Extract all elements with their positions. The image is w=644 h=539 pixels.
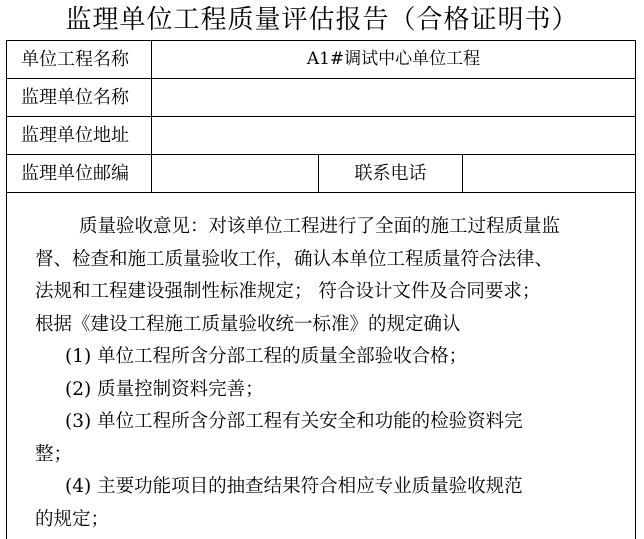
opinion-line: 整；: [35, 443, 73, 465]
opinion-line: 的规定；: [35, 508, 110, 530]
opinion-line: (1) 单位工程所含分部工程的质量全部验收合格；: [65, 346, 468, 367]
row-project-name: [7, 41, 635, 79]
opinion-line: (3) 单位工程所含分部工程有关安全和功能的检验资料完: [65, 411, 523, 432]
supervisor-address-label: 监理单位地址: [7, 117, 152, 154]
opinion-line: (4) 主要功能项目的抽查结果符合相应专业质量验收规范: [65, 476, 523, 497]
report-title: 监理单位工程质量评估报告（合格证明书）: [65, 5, 579, 35]
opinion-line: 质量验收意见：对该单位工程进行了全面的施工过程质量监: [79, 216, 561, 237]
row-supervisor-address: [7, 117, 635, 155]
supervisor-name-label: 监理单位名称: [7, 79, 152, 116]
supervisor-name-field[interactable]: [152, 79, 635, 116]
opinion-line: 法规和工程建设强制性标准规定； 符合设计文件及合同要求；: [35, 281, 541, 302]
report-form: [6, 40, 636, 539]
row-supervisor-name: [7, 79, 635, 117]
phone-label: 联系电话: [318, 155, 463, 192]
row-supervisor-postcode: [7, 155, 635, 193]
opinion-line: 根据《建设工程施工质量验收统一标准》的规定确认: [35, 313, 461, 335]
supervisor-postcode-label: 监理单位邮编: [7, 155, 152, 192]
opinion-line: 督、检查和施工质量验收工作，确认本单位工程质量符合法律、: [35, 248, 554, 270]
supervisor-address-field[interactable]: [152, 117, 635, 154]
project-name-value[interactable]: A1#调试中心单位工程: [306, 49, 481, 69]
opinion-line: (2) 质量控制资料完善；: [65, 378, 264, 400]
phone-field[interactable]: [463, 155, 635, 192]
supervisor-postcode-field[interactable]: [152, 155, 318, 192]
project-name-label: 单位工程名称: [7, 41, 152, 78]
acceptance-opinion: [35, 211, 625, 536]
